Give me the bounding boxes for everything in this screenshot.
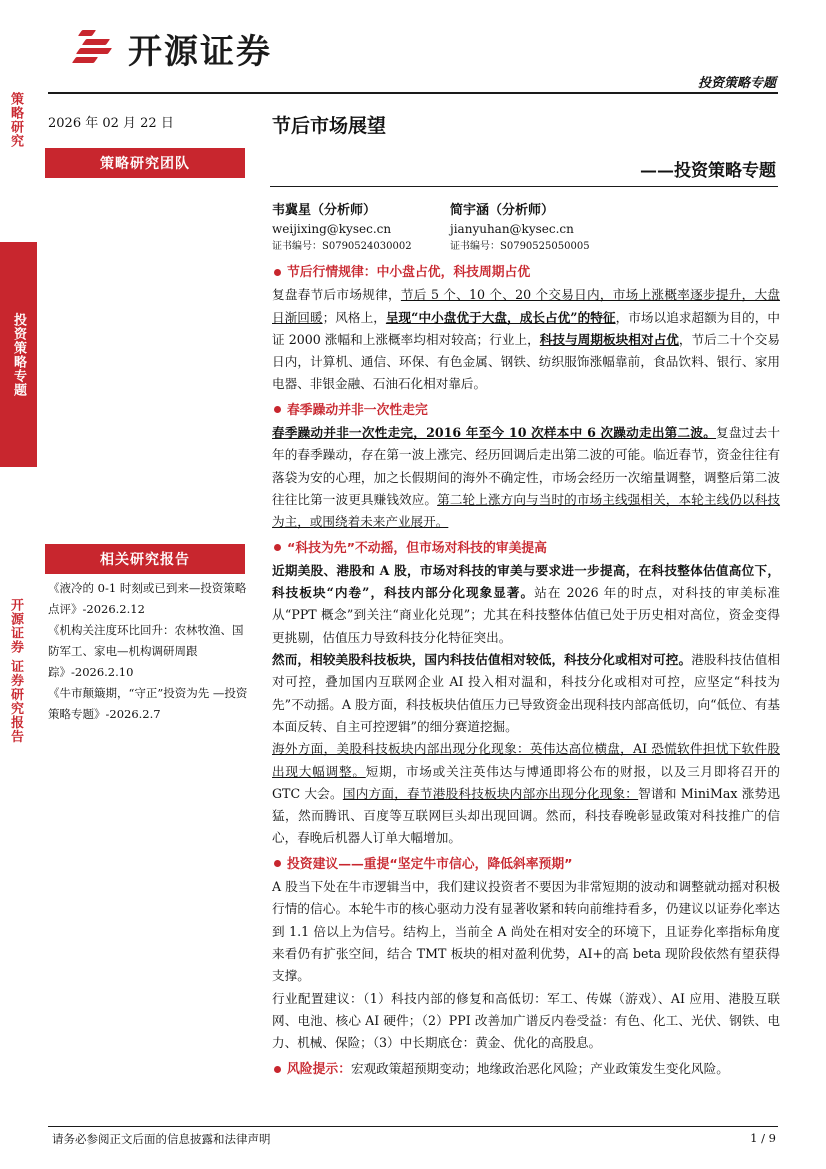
section-paragraph: 海外方面，美股科技板块内部出现分化现象：英伟达高位横盘，AI 恐慌软件担忧下软件股出现大幅调整。短期，市场或关注英伟达与博通即将公布的财报，以及三月即将召开的 GTC 大会。国内方面，春节港股科技板块内部亦出现分化现象：智谱和 MiniMax 涨势迅猛，然而腾讯、百度等互联网巨头却出现回调。然而，科技春晚彰显政策对科技推广的信心，春晚后机器人订单大幅增加。 xyxy=(272,741,781,846)
page-subtitle: ——投资策略专题 xyxy=(640,161,776,181)
page-number: 1 / 9 xyxy=(750,1131,776,1145)
related-report-item[interactable]: 《机构关注度环比回升：农林牧渔、国防军工、家电—机构调研周跟踪》-2026.2.10 xyxy=(48,623,244,679)
analyst-card xyxy=(272,202,412,256)
related-report-item[interactable]: 《牛市颠簸期，“守正”投资为先 —投资策略专题》-2026.2.7 xyxy=(48,686,248,721)
bullet-icon xyxy=(274,406,281,413)
header-tag: 投资策略专题 xyxy=(697,76,776,91)
section-heading: “科技为先”不动摇，但市场对科技的审美提高 xyxy=(272,538,780,560)
side-label-top: 策略研究 xyxy=(8,92,23,148)
footer-divider xyxy=(48,1126,778,1127)
footer-disclaimer: 请务必参阅正文后面的信息披露和法律声明 xyxy=(52,1132,271,1146)
section-paragraph: 复盘春节后市场规律，节后 5 个、10 个、20 个交易日内，市场上涨概率逐步提升，大盘日渐回暖；风格上，呈现“中小盘优于大盘，成长占优”的特征，市场以追求超额为目的，中证 2000 涨幅和上涨概率均相对较高；行业上，科技与周期板块相对占优，节后二十个交易日内，计算机、通信、环保、有色金属、钢铁、纺织服饰涨幅靠前，食品饮料、银行、家用电器、非银金融、石油石化相对靠后。 xyxy=(272,287,781,392)
related-report-list xyxy=(48,578,248,725)
analyst-name: 韦冀星（分析师） xyxy=(272,203,377,218)
side-label-bottom: 开源证券 证券研究报告 xyxy=(8,598,23,744)
analyst-name: 简宇涵（分析师） xyxy=(450,203,555,218)
related-report-item[interactable]: 《液冷的 0-1 时刻或已到来—投资策略点评》-2026.2.12 xyxy=(48,581,247,616)
header-divider xyxy=(48,92,778,94)
analyst-email[interactable]: weijixing@kysec.cn xyxy=(272,222,392,236)
title-divider xyxy=(270,186,778,187)
section-heading: 春季躁动并非一次性走完 xyxy=(272,400,780,422)
risk-note: 风险提示：宏观政策超预期变动；地缘政治恶化风险；产业政策发生变化风险。 xyxy=(272,1058,780,1081)
bullet-icon xyxy=(274,1066,281,1073)
bullet-icon xyxy=(274,860,281,867)
section-paragraph: 近期美股、港股和 A 股，市场对科技的审美与要求进一步提高，在科技整体估值高位下，科技板块“内卷”，科技内部分化现象显著。站在 2026 年的时点，对科技的审美标准从“PPT 概念”到关注“商业化兑现”；尤其在科技整体估值已处于历史相对高位，资金变得更挑剔，估值压力导致科技分化特征突出。 xyxy=(272,562,780,645)
report-date: 2026 年 02 月 22 日 xyxy=(48,116,174,131)
section-paragraph: 然而，相较美股科技板块，国内科技估值相对较低，科技分化或相对可控。港股科技估值相对可控，叠加国内互联网企业 AI 投入相对温和，科技分化或相对可控，应坚定“科技为先”不动摇。A 股方面，科技板块估值压力已导致资金出现科技内部高低切，向“低位、有基本面反转、自主可控逻辑”的细分赛道挖掘。 xyxy=(272,652,781,734)
section-paragraph: 春季躁动并非一次性走完，2016 年至今 10 次样本中 6 次躁动走出第二波。复盘过去十年的春季躁动，存在第一波上涨完、经历回调后走出第二波的可能。临近春节，资金往往有落袋为安的心理，加之长假期间的海外不确定性，市场会经历一次缩量调整，调整后第二波往往比第一波更具赚钱效应。第二轮上涨方向与当时的市场主线强相关，本轮主线仍以科技为主，或围绕着未来产业展开。 xyxy=(272,425,781,530)
analyst-card xyxy=(450,202,590,256)
section-heading: 投资建议——重提“坚定牛市信心，降低斜率预期” xyxy=(272,854,780,876)
side-label-middle-text: 投资策略专题 xyxy=(11,312,26,397)
section-heading: 节后行情规律：中小盘占优，科技周期占优 xyxy=(272,262,780,284)
bullet-icon xyxy=(274,269,281,276)
page-title: 节后市场展望 xyxy=(272,115,387,137)
bullet-icon xyxy=(274,544,281,551)
analyst-cert: 证书编号：S0790524030002 xyxy=(272,241,412,252)
related-label-box: 相关研究报告 xyxy=(45,544,245,574)
analyst-email[interactable]: jianyuhan@kysec.cn xyxy=(450,222,574,236)
section-paragraph: A 股当下处在牛市逻辑当中，我们建议投资者不要因为非常短期的波动和调整就动摇对积极行情的信心。本轮牛市的核心驱动力没有显著收紧和转向前维持看多，仍建议以证券化率达到 1.1 倍以上为信号。结构上，当前全 A 尚处在相对安全的环境下，且证券化率指标角度来看仍有扩张空间，结合 TMT 板块的相对盈利优势，AI+的高 beta 现阶段依然有望获得支撑。 xyxy=(272,879,780,984)
brand-logo xyxy=(74,22,324,74)
team-label-box: 策略研究团队 xyxy=(45,148,245,178)
logo-mark-icon xyxy=(74,26,118,70)
brand-name: 开源证券 xyxy=(128,31,272,72)
side-label-middle xyxy=(0,242,37,467)
section-paragraph: 行业配置建议：（1）科技内部的修复和高低切：军工、传媒（游戏）、AI 应用、港股互联网、电池、核心 AI 硬件；（2）PPI 改善加广谱反内卷受益：有色、化工、光伏、钢铁、电力、机械、保险；（3）中长期底仓：黄金、优化的高股息。 xyxy=(272,990,780,1051)
analyst-cert: 证书编号：S0790525050005 xyxy=(450,241,590,252)
report-body xyxy=(272,262,780,1082)
